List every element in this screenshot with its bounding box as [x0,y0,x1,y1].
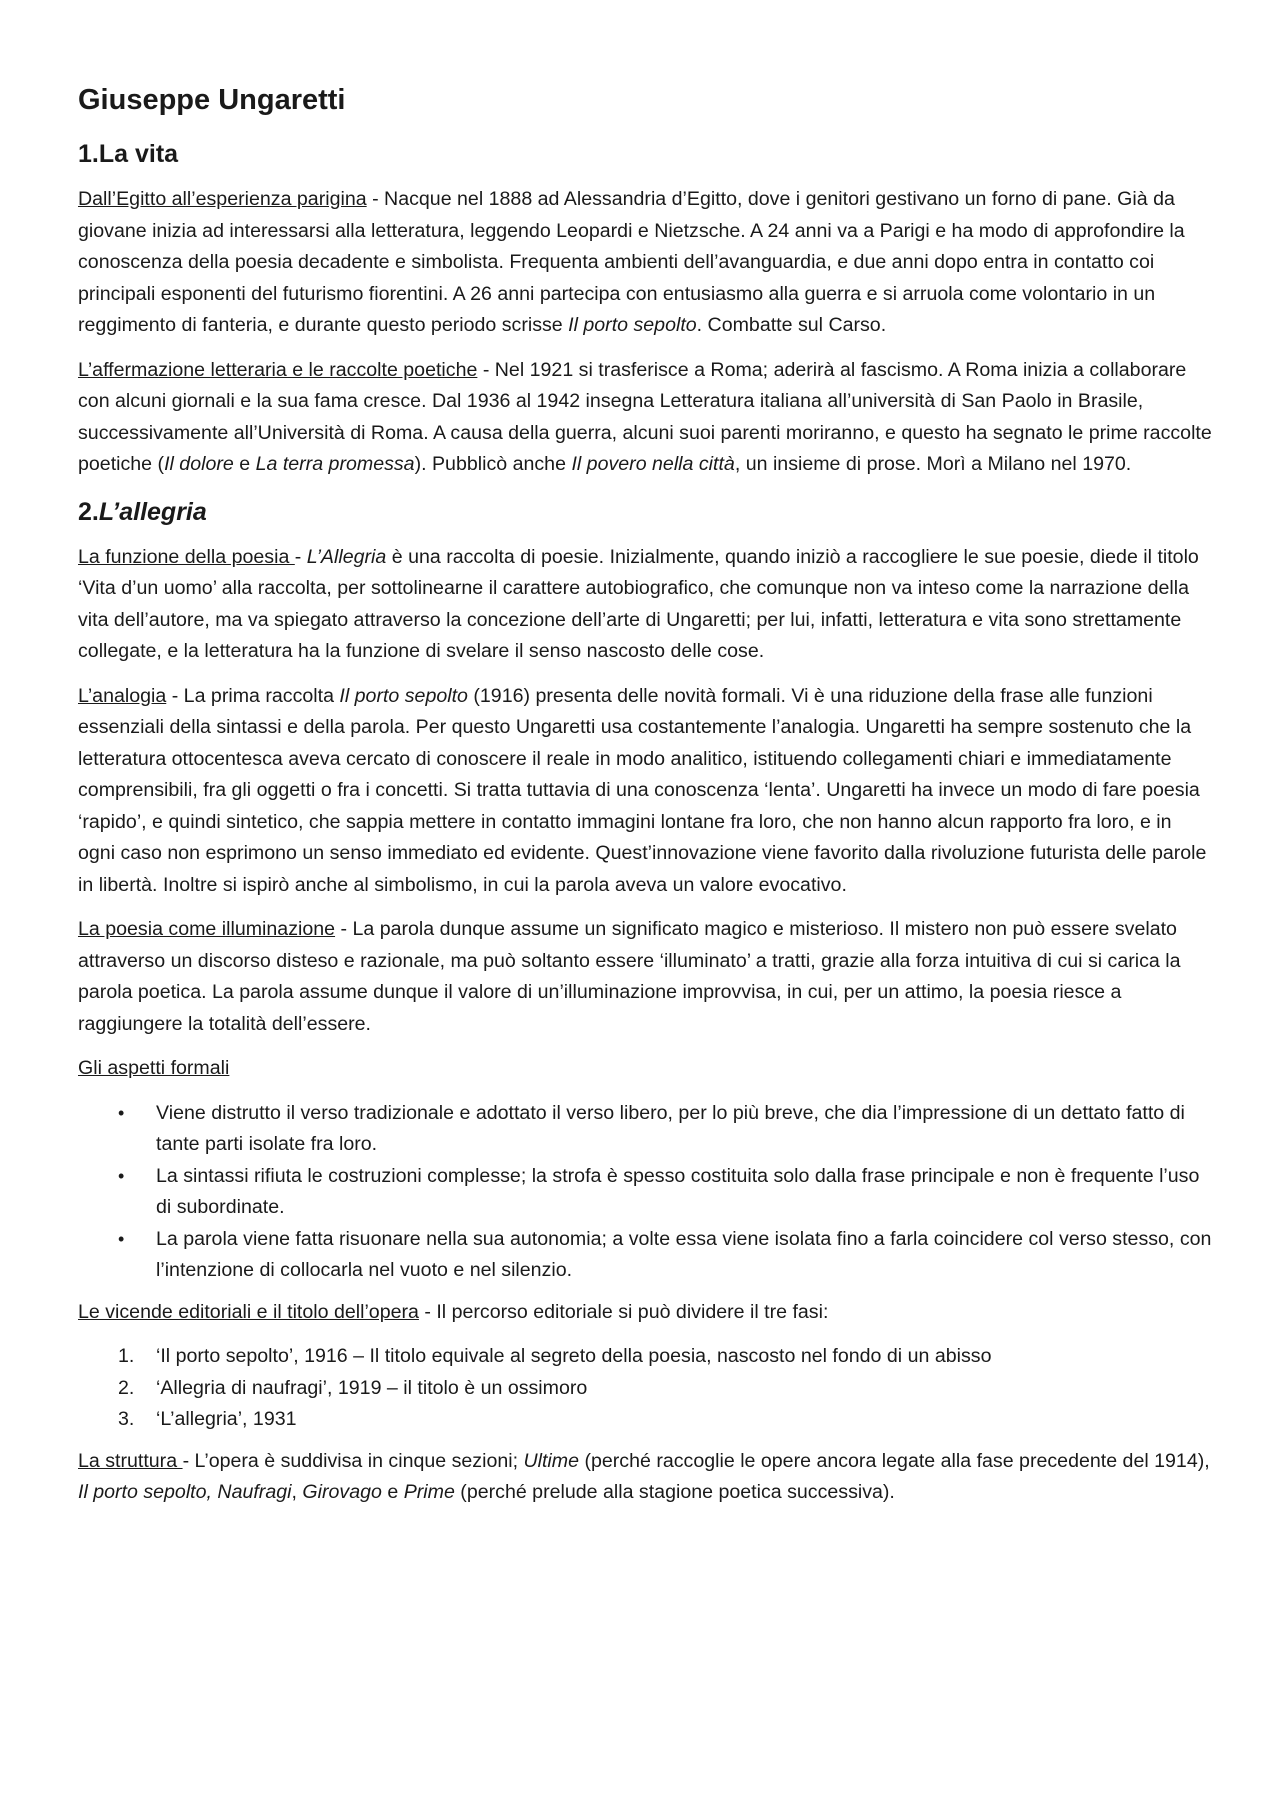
paragraph-analogia: L’analogia - La prima raccolta Il porto sepolto (1916) presenta delle novità formali. Vi è una riduzione della frase alle funzioni essenziali della sintassi e della parola. Per questo Ungaretti usa costantemente l’analogia. Ungaretti ha sempre sostenuto che la letteratura ottocentesca aveva cercato di conoscere il reale in modo analitico, istituendo collegamenti chiari e immediatamente comprensibili, fra gli oggetti o fra i concetti. Si tratta tuttavia di una conoscenza ‘lenta’. Ungaretti ha invece un modo di fare poesia ‘rapido’, e quindi sintetico, che sappia mettere in contatto immagini lontane fra loro, che non hanno alcun rapporto fra loro, e in ogni caso non esprimono un senso immediato ed evidente. Quest’innovazione viene favorito dalla rivoluzione futurista delle parole in libertà. Inoltre si ispirò anche al simbolismo, in cui la parola aveva un valore evocativo. [78,684,1207,896]
paragraph-struttura: La struttura - L’opera è suddivisa in cinque sezioni; Ultime (perché raccoglie le opere ancora legate alla fase precedente del 1914), Il porto sepolto, Naufragi, Girovago e Prime (perché prelude alla stagione poetica successiva). [78,1449,1210,1503]
list-item: • Viene distrutto il verso tradizionale e adottato il verso libero, per lo più breve, che dia l’impressione di un dettato fatto di tante parti isolate fra loro. [156,1098,1214,1161]
subheading-funzione: La funzione della poesia [78,545,295,568]
section-heading-la-vita: 1.La vita [78,140,179,168]
list-item: 2. ‘Allegria di naufragi’, 1919 – il titolo è un ossimoro [118,1376,588,1399]
section-heading-allegria: 2.L’allegria [78,497,207,526]
subheading-aspetti-formali: Gli aspetti formali [78,1057,230,1079]
paragraph-illuminazione: La poesia come illuminazione - La parola dunque assume un significato magico e misterioso. Il mistero non può essere svelato attraverso un discorso disteso e razionale, ma può soltanto essere ‘illuminato’ a tratti, grazie alla forza intuitiva di cui si carica la parola poetica. La parola assume dunque il valore di un’illuminazione improvvisa, in cui, per un attimo, la poesia riesce a raggiungere la totalità dell’essere. [78,918,1181,1035]
document-title: Giuseppe Ungaretti [78,84,346,116]
bullet-icon: • [118,1165,125,1186]
document-page [78,80,1214,1522]
list-item: 3. ‘L’allegria’, 1931 [118,1408,297,1430]
subheading-vicende: Le vicende editoriali e il titolo dell’opera [78,1300,419,1323]
bullet-icon: • [118,1228,125,1249]
subheading-illuminazione: La poesia come illuminazione [78,918,336,940]
list-item: • La sintassi rifiuta le costruzioni complesse; la strofa è spesso costituita solo dalla frase principale e non è frequente l’uso di subordinate. [156,1161,1214,1224]
formal-aspects-list [78,1098,1214,1287]
list-item: • La parola viene fatta risuonare nella sua autonomia; a volte essa viene isolata fino a farla coincidere col verso stesso, con l’intenzione di collocarla nel vuoto e nel silenzio. [156,1224,1214,1287]
editorial-phases-list [78,1341,1214,1436]
bullet-icon: • [118,1102,125,1123]
paragraph-egitto: Dall’Egitto all’esperienza parigina - Nacque nel 1888 ad Alessandria d’Egitto, dove i genitori gestivano un forno di pane. Già da giovane inizia ad interessarsi alla letteratura, leggendo Leopardi e Nietzsche. A 24 anni va a Parigi e ha modo di approfondire la conoscenza della poesia decadente e simbolista. Frequenta ambienti dell’avanguardia, e due anni dopo entra in contatto coi principali esponenti del futurismo fiorentini. A 26 anni partecipa con entusiasmo alla guerra e si arruola come volontario in un reggimento di fanteria, e durante questo periodo scrisse Il porto sepolto. Combatte sul Carso. [78,188,1185,336]
subheading-affermazione: L’affermazione letteraria e le raccolte poetiche [78,358,478,381]
paragraph-affermazione: L’affermazione letteraria e le raccolte poetiche - Nel 1921 si trasferisce a Roma; aderirà al fascismo. A Roma inizia a collaborare con alcuni giornali e la sua fama cresce. Dal 1936 al 1942 insegna Letteratura italiana all’università di San Paolo in Brasile, successivamente all’Università di Roma. A causa della guerra, alcuni suoi parenti moriranno, e questo ha segnato le prime raccolte poetiche (Il dolore e La terra promessa). Pubblicò anche Il povero nella città, un insieme di prose. Morì a Milano nel 1970. [78,358,1212,475]
subheading-struttura: La struttura [78,1449,183,1472]
paragraph-funzione-poesia: La funzione della poesia - L’Allegria è una raccolta di poesie. Inizialmente, quando iniziò a raccogliere le sue poesie, diede il titolo ‘Vita d’un uomo’ alla raccolta, per sottolinearne il carattere autobiografico, che comunque non va inteso come la narrazione della vita dell’autore, ma va spiegato attraverso la concezione dell’arte di Ungaretti; per lui, infatti, letteratura e vita sono strettamente collegate, e la letteratura ha la funzione di svelare il senso nascosto delle cose. [78,545,1199,662]
subheading-analogia: L’analogia [78,684,167,707]
list-item: 1. ‘Il porto sepolto’, 1916 – Il titolo equivale al segreto della poesia, nascosto nel fondo di un abisso [118,1345,992,1367]
paragraph-vicende-editoriali: Le vicende editoriali e il titolo dell’opera - Il percorso editoriale si può dividere il tre fasi: [78,1300,829,1323]
subheading-egitto: Dall’Egitto all’esperienza parigina [78,188,367,210]
